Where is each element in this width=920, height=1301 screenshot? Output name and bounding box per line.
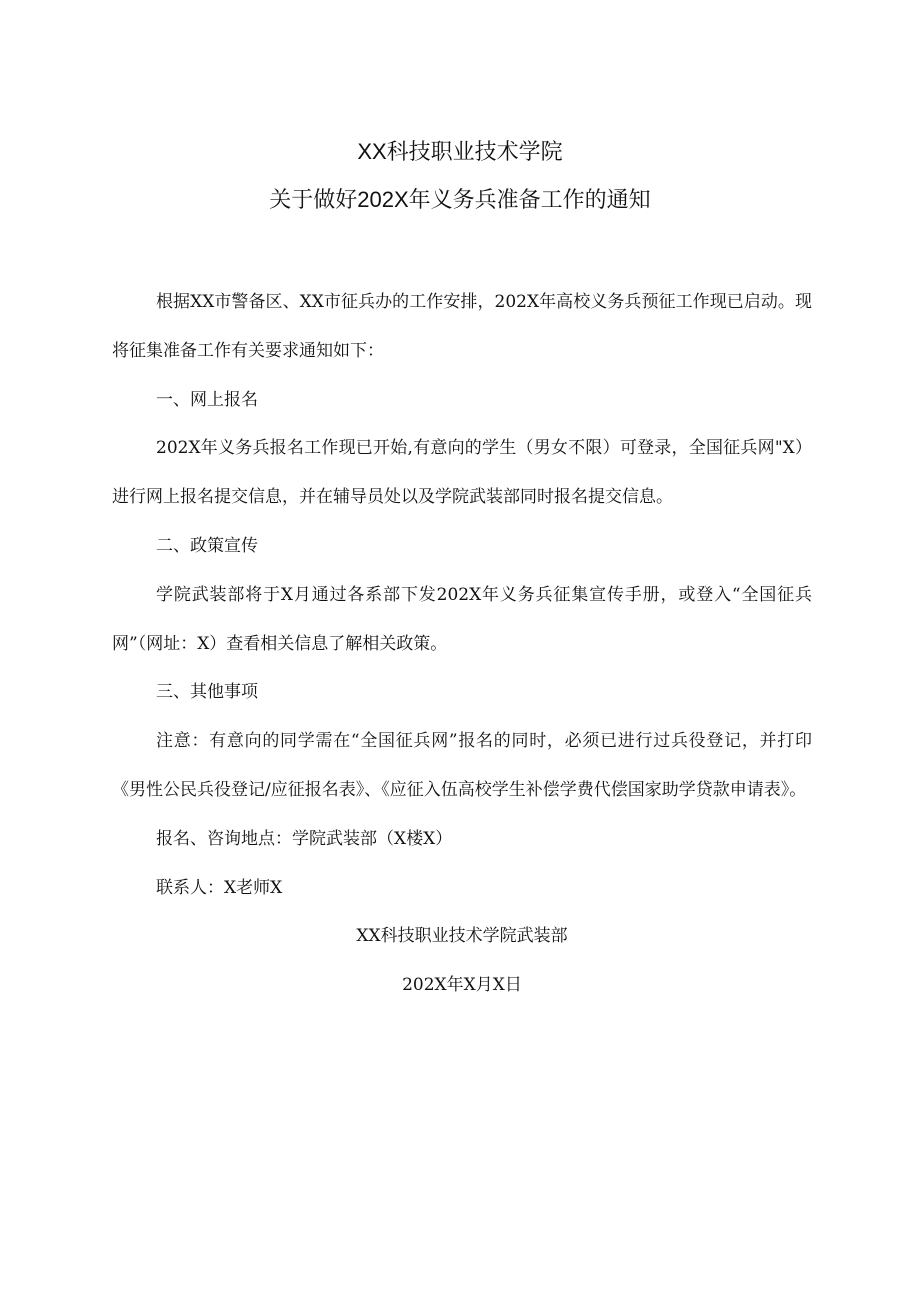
location-line: 报名、咨询地点：学院武装部（X楼X） bbox=[156, 828, 453, 849]
document-body bbox=[112, 278, 812, 1010]
section3-heading: 三、其他事项 bbox=[156, 682, 258, 703]
contact-line: 联系人：X老师X bbox=[156, 877, 283, 898]
signature-org: XX科技职业技术学院武装部 bbox=[356, 926, 568, 947]
section2-heading: 二、政策宣传 bbox=[156, 535, 258, 556]
signature-date: 202X年X月X日 bbox=[402, 975, 522, 996]
section1-paragraph: 202X年义务兵报名工作现已开始,有意向的学生（男女不限）可登录，全国征兵网"X）进行网上报名提交信息，并在辅导员处以及学院武装部同时报名提交信息。 bbox=[112, 438, 812, 508]
document-title-notice: 关于做好202X年义务兵准备工作的通知 bbox=[269, 187, 651, 212]
section2-paragraph: 学院武装部将于X月通过各系部下发202X年义务兵征集宣传手册，或登入“全国征兵网”（网址：X）查看相关信息了解相关政策。 bbox=[112, 584, 812, 654]
document-title-institution: XX科技职业技术学院 bbox=[357, 139, 563, 164]
intro-paragraph: 根据XX市警备区、XX市征兵办的工作安排，202X年高校义务兵预征工作现已启动。现将征集准备工作有关要求通知如下： bbox=[112, 292, 812, 361]
section1-heading: 一、网上报名 bbox=[156, 389, 258, 410]
section3-paragraph: 注意：有意向的同学需在“全国征兵网”报名的同时，必须已进行过兵役登记，并打印《男性公民兵役登记/应征报名表》、《应征入伍高校学生补偿学费代偿国家助学贷款申请表》。 bbox=[112, 731, 812, 800]
